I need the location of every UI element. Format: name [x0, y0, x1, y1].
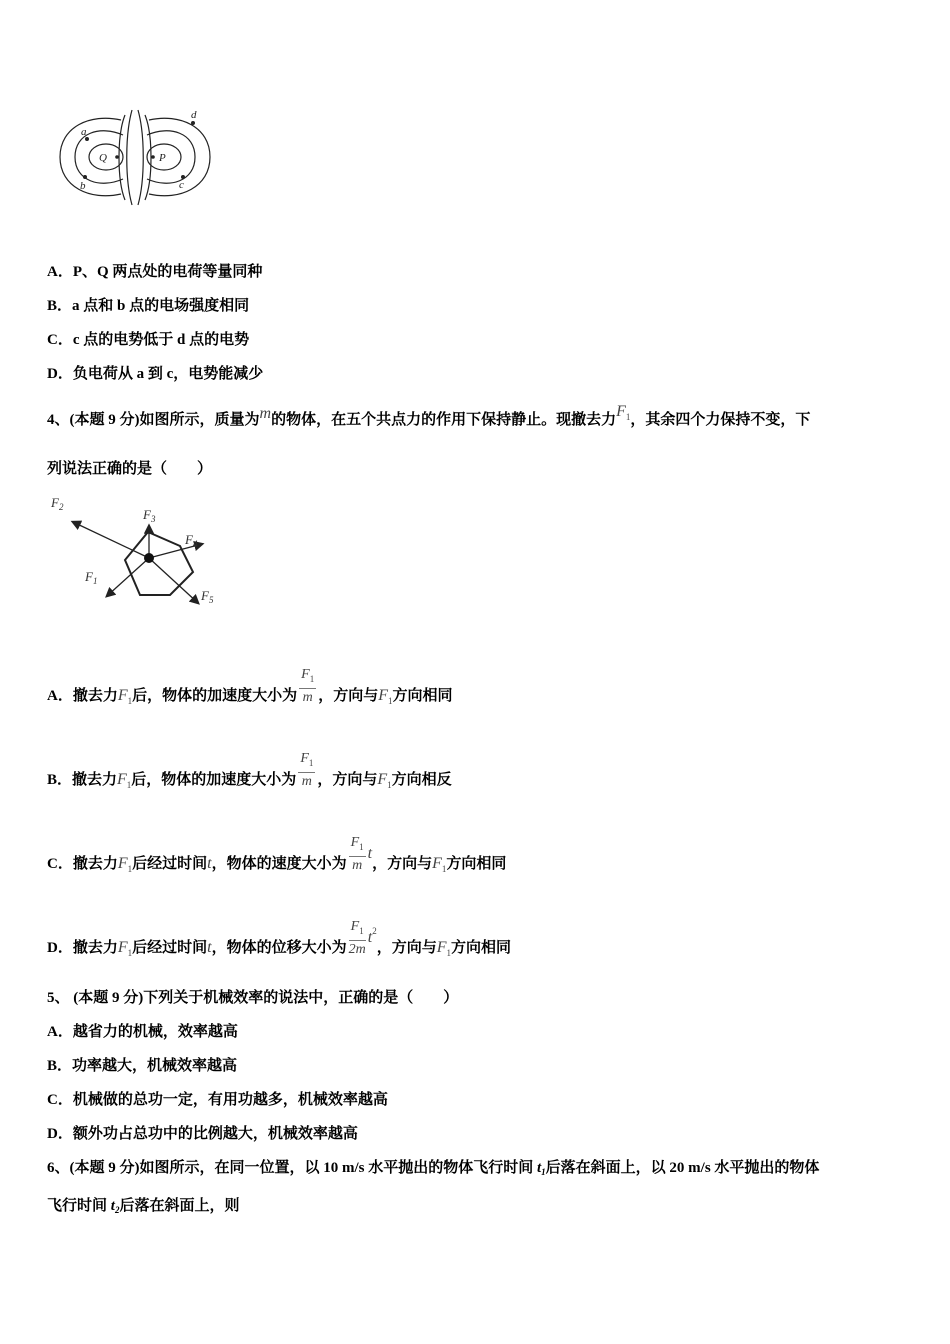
q4-stem-line1	[47, 403, 811, 435]
q4-d-text-5: 方向相同	[450, 939, 511, 956]
time-symbol: t	[207, 938, 212, 956]
q3-option-d: D．负电荷从 a 到 c，电势能减少	[47, 366, 264, 382]
q4-stem-text-3: ，其余四个力保持不变，下	[630, 412, 811, 428]
q5-option-d: D．额外功占总功中的比例越大，机械效率越高	[47, 1126, 358, 1142]
q4-stem-line2: 列说法正确的是（ ）	[47, 461, 213, 477]
label-P: P	[159, 152, 166, 164]
force-f1-symbol: $F_1$	[117, 686, 133, 706]
q4-b-text-3: ，方向与	[317, 771, 378, 788]
fraction-f1-over-m: $\frac{F_1}{m}$	[301, 667, 315, 705]
q6-text-4: 后落在斜面上，则	[119, 1198, 240, 1214]
q5-option-b: B．功率越大，机械效率越高	[47, 1058, 238, 1074]
time-squared-symbol: $t^2$	[367, 925, 377, 946]
q4-a-text-1: A．撤去力	[47, 687, 118, 704]
force-f1-symbol: $F_1$	[117, 770, 132, 790]
q4-a-text-3: ，方向与	[318, 687, 379, 704]
label-F2: $F_2$	[51, 495, 64, 512]
q6-text-1: 6、(本题 9 分)如图所示，在同一位置，以 10 m/s 水平抛出的物体飞行时间	[47, 1160, 537, 1176]
q4-option-a	[47, 667, 453, 717]
force-f1-symbol: $F_1$	[616, 403, 631, 422]
q6-stem-line1	[47, 1158, 819, 1182]
label-c: c	[179, 179, 184, 191]
q4-d-text-1: D．撤去力	[47, 939, 118, 956]
q4-c-text-2: 后经过时间	[132, 855, 208, 872]
label-F3: $F_3$	[143, 507, 156, 524]
q6-text-3: 飞行时间	[47, 1198, 111, 1214]
q4-d-text-2: 后经过时间	[132, 939, 208, 956]
time-symbol: t	[207, 854, 212, 872]
label-d: d	[191, 109, 197, 121]
q4-a-text-4: 方向相同	[392, 687, 453, 704]
q3-option-c: C．c 点的电势低于 d 点的电势	[47, 332, 250, 348]
label-Q: Q	[99, 152, 107, 164]
q5-option-c: C．机械做的总功一定，有用功越多，机械效率越高	[47, 1092, 388, 1108]
q4-option-c	[47, 835, 507, 885]
force-f1-symbol: $F_1$	[378, 686, 393, 706]
label-F4: $F_4$	[185, 532, 198, 549]
q5-stem: 5、 (本题 9 分)下列关于机械效率的说法中，正确的是（ ）	[47, 990, 459, 1006]
q4-c-text-1: C．撤去力	[47, 855, 118, 872]
label-F5: $F_5$	[201, 588, 214, 605]
q4-a-text-2: 后，物体的加速度大小为	[132, 687, 298, 704]
time-t1: $t_1$	[537, 1160, 546, 1177]
fraction-f1-over-m: $\frac{F_1}{m}$	[300, 751, 314, 789]
q4-b-text-2: 后，物体的加速度大小为	[131, 771, 297, 788]
q4-c-text-3: ，物体的速度大小为	[211, 855, 347, 872]
q4-c-text-4: ，方向与	[372, 855, 433, 872]
field-lines-figure	[55, 105, 215, 210]
q6-stem-line2	[47, 1196, 239, 1220]
force-f1-symbol: $F_1$	[436, 938, 451, 958]
q4-c-text-5: 方向相同	[446, 855, 507, 872]
q3-option-b: B．a 点和 b 点的电场强度相同	[47, 298, 250, 314]
time-symbol: t	[367, 844, 373, 862]
q4-b-text-4: 方向相反	[391, 771, 452, 788]
five-forces-figure	[45, 490, 230, 610]
fraction-f1-over-m: $\frac{F_1}{m}$	[350, 835, 364, 873]
fraction-f1-over-2m: $\frac{F_1}{2m}$	[348, 919, 366, 957]
q4-stem-text-1: 4、(本题 9 分)如图所示，质量为	[47, 412, 260, 428]
q4-d-text-4: ，方向与	[376, 939, 437, 956]
label-F1: $F_1$	[85, 569, 98, 586]
label-a: a	[81, 126, 87, 138]
force-f1-symbol: $F_1$	[377, 770, 392, 790]
q6-text-2: 后落在斜面上，以 20 m/s 水平抛出的物体	[545, 1160, 820, 1176]
q4-option-b	[47, 751, 452, 801]
force-f1-symbol: $F_1$	[117, 938, 133, 958]
q4-option-d	[47, 919, 511, 969]
label-b: b	[80, 180, 86, 192]
q5-option-a: A．越省力的机械，效率越高	[47, 1024, 238, 1040]
q4-b-text-1: B．撤去力	[47, 771, 118, 788]
force-f1-symbol: $F_1$	[117, 854, 133, 874]
q4-d-text-3: ，物体的位移大小为	[211, 939, 347, 956]
mass-symbol: m	[259, 405, 272, 422]
q4-stem-text-2: 的物体，在五个共点力的作用下保持静止。现撤去力	[271, 412, 617, 428]
force-f1-symbol: $F_1$	[432, 854, 447, 874]
q3-option-a: A．P、Q 两点处的电荷等量同种	[47, 264, 263, 280]
time-t2: $t_2$	[110, 1198, 120, 1215]
